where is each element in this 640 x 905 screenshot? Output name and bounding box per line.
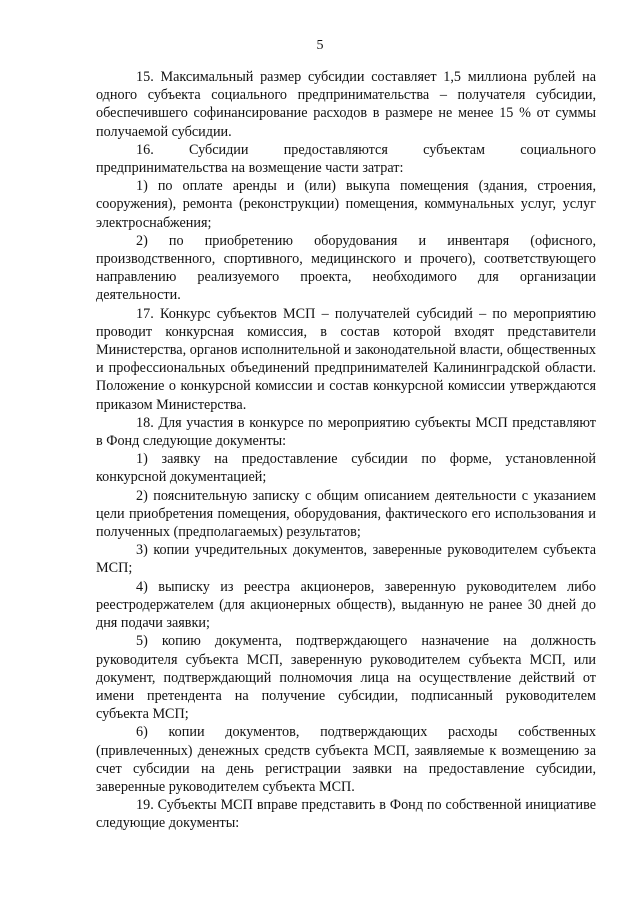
- paragraph-17: 17. Конкурс субъектов МСП – получателей субсидий – по мероприятию проводит конкурсная комиссия, в состав которой входят представители Министерства, органов исполнительной и законодательной власти, общественных и профессиональных объединений предпринимателей Калининградской области. Положение о конкурсной комиссии и состав конкурсной комиссии утверждаются приказом Министерства.: [96, 305, 596, 413]
- page-number: 5: [316, 38, 324, 53]
- paragraph-15: 15. Максимальный размер субсидии составляет 1,5 миллиона рублей на одного субъекта социального предпринимательства – получателя субсидии, обеспечившего софинансирование расходов в размере не менее 15 % от суммы получаемой субсидии.: [96, 69, 596, 140]
- document-body: [96, 68, 596, 833]
- paragraph-19: 19. Субъекты МСП вправе представить в Фонд по собственной инициативе следующие документы:: [96, 797, 596, 832]
- paragraph-18-item-2: 2) пояснительную записку с общим описанием деятельности с указанием цели приобретения помещения, оборудования, фактического его использования и полученных (предполагаемых) результатов;: [96, 487, 596, 541]
- paragraph-16-item-2: 2) по приобретению оборудования и инвентаря (офисного, производственного, спортивного, медицинского и прочего), соответствующего направлению реализуемого проекта, необходимого для организации деятельности.: [96, 232, 596, 304]
- paragraph-18-item-1: 1) заявку на предоставление субсидии по форме, установленной конкурсной документацией;: [96, 451, 596, 486]
- paragraph-16-item-1: 1) по оплате аренды и (или) выкупа помещения (здания, строения, сооружения), ремонта (реконструкции) помещения, коммунальных услуг, услуг электроснабжения;: [96, 178, 596, 231]
- paragraph-18: 18. Для участия в конкурсе по мероприятию субъекты МСП представляют в Фонд следующие документы:: [96, 414, 596, 450]
- paragraph-16: 16. Субсидии предоставляются субъектам социального предпринимательства на возмещение части затрат:: [96, 141, 596, 177]
- paragraph-18-item-4: 4) выписку из реестра акционеров, заверенную руководителем либо реестродержателем (для акционерных обществ), выданную не ранее 30 дней до дня подачи заявки;: [96, 578, 596, 632]
- paragraph-18-item-6: 6) копии документов, подтверждающих расходы собственных (привлеченных) денежных средств субъекта МСП, заявляемые к возмещению за счет субсидии на день регистрации заявки на предоставление субсидии, заверенные руководителем субъекта МСП.: [96, 724, 596, 795]
- paragraph-18-item-5: 5) копию документа, подтверждающего назначение на должность руководителя субъекта МСП, заверенную руководителем субъекта МСП, или документ, подтверждающий полномочия лица на осуществление действий от имени претендента на получение субсидии, подписанный руководителем субъекта МСП;: [96, 633, 596, 723]
- paragraph-18-item-3: 3) копии учредительных документов, заверенные руководителем субъекта МСП;: [96, 542, 596, 577]
